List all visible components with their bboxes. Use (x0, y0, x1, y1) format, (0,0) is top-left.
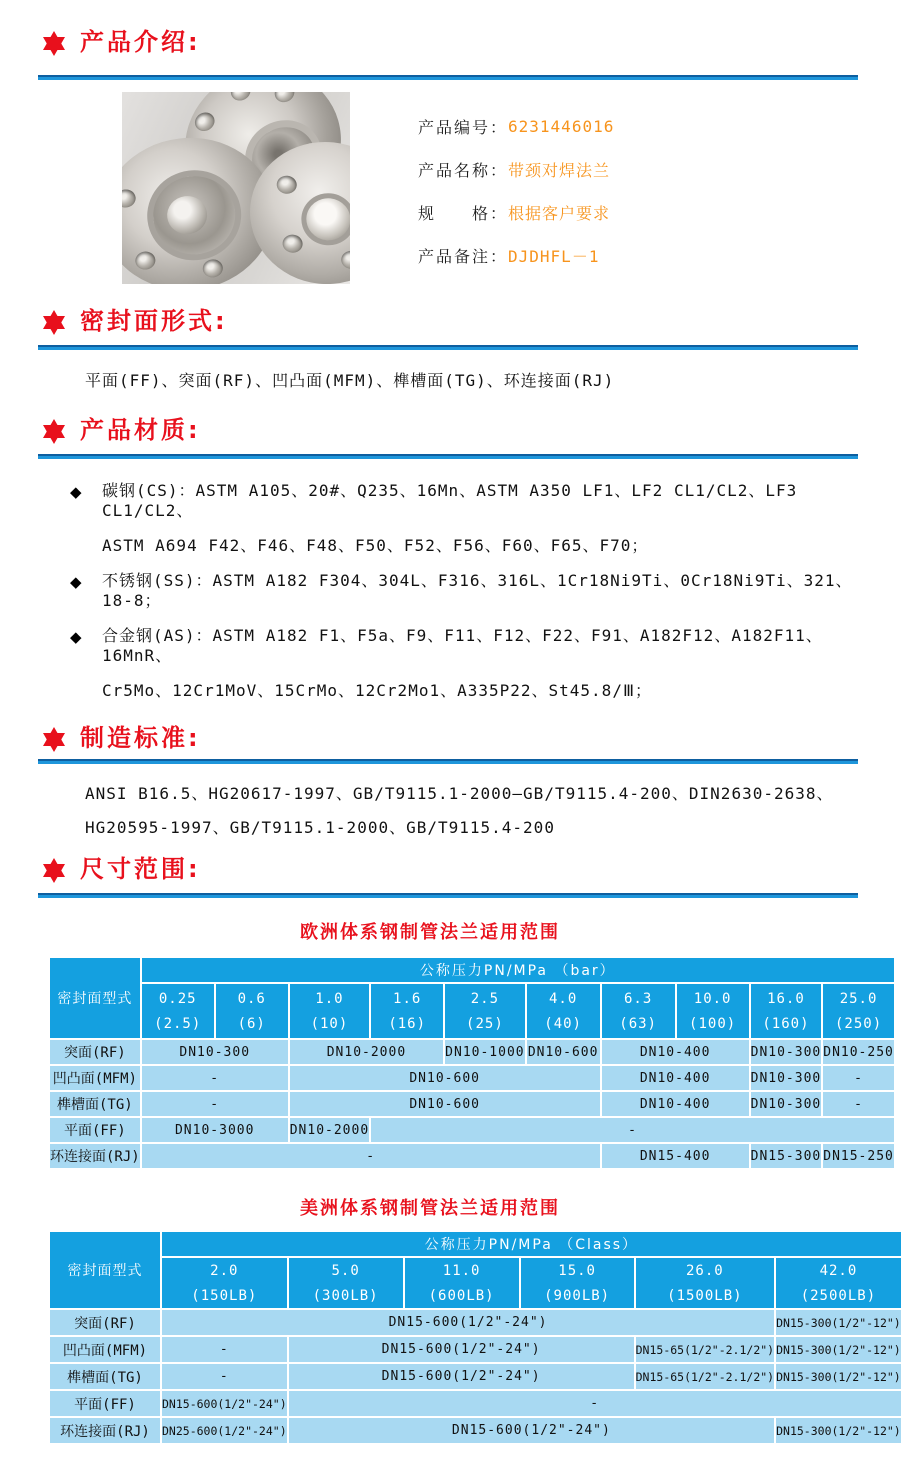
range-value-cell: - (371, 1118, 894, 1142)
range-value-cell: DN10-300 (751, 1066, 822, 1090)
material-item-line (70, 626, 869, 666)
range-table-row (50, 1040, 894, 1064)
range-value-cell: - (162, 1364, 287, 1389)
row-label-cell: 凹凸面(MFM) (50, 1337, 160, 1362)
range-value-cell: DN15-250 (823, 1144, 894, 1168)
product-info-panel (418, 92, 614, 290)
pressure-column-cell: 4.0 (40) (527, 984, 600, 1038)
range-table-row (50, 1364, 901, 1389)
row-label-cell: 突面(RF) (50, 1310, 160, 1335)
range-value-cell: DN15-600(1/2"-24") (162, 1391, 287, 1416)
standards-list (85, 784, 869, 838)
pressure-column-cell: 0.6 (6) (216, 984, 288, 1038)
range-value-cell: - (162, 1337, 287, 1362)
range-value-cell: DN15-300(1/2"-12") (776, 1310, 901, 1335)
range-value-cell: DN10-250 (823, 1040, 894, 1064)
sealing-forms-text: 平面(FF)、突面(RF)、凹凸面(MFM)、榫槽面(TG)、环连接面(RJ) (85, 371, 615, 390)
range-value-cell: DN10-300 (751, 1092, 822, 1116)
pressure-header-cell: 公称压力PN/MPa （Class） (162, 1232, 901, 1256)
range-table-row (50, 1337, 901, 1362)
product-photo (122, 92, 350, 284)
range-value-cell: DN15-65(1/2"-2.1/2") (636, 1364, 774, 1389)
pressure-column-cell: 15.0 (900LB) (521, 1258, 634, 1308)
product-field-label: 产品名称： (418, 161, 509, 180)
range-table-row (50, 1092, 894, 1116)
section-title: 尺寸范围: (80, 855, 201, 883)
diamond-bullet-icon: ◆ (70, 573, 83, 591)
range-value-cell: DN15-600(1/2"-24") (289, 1418, 774, 1443)
range-value-cell: DN15-300(1/2"-12") (776, 1418, 901, 1443)
material-text: 合金钢(AS)：ASTM A182 F1、F5a、F9、F11、F12、F22、F91、A182F12、A182F11、16MnR、 (102, 626, 823, 665)
range-value-cell: DN10-600 (290, 1092, 600, 1116)
red-star-icon (42, 415, 66, 445)
section-size-range-heading (42, 854, 909, 884)
range-value-cell: - (142, 1066, 288, 1090)
range-value-cell: DN15-400 (602, 1144, 749, 1168)
red-star-icon (42, 723, 66, 753)
sealing-face-corner-cell: 密封面型式 (50, 958, 140, 1038)
range-value-cell: DN10-2000 (290, 1118, 369, 1142)
pressure-column-cell: 10.0 (100) (677, 984, 749, 1038)
pressure-column-cell: 2.5 (25) (445, 984, 524, 1038)
europe-table-title: 欧洲体系钢制管法兰适用范围 (300, 922, 560, 943)
range-value-cell: - (823, 1092, 894, 1116)
product-field-value: 6231446016 (508, 117, 615, 136)
range-table-row (50, 1391, 901, 1416)
range-value-cell: - (823, 1066, 894, 1090)
range-value-cell: DN10-3000 (142, 1118, 288, 1142)
range-value-cell: DN10-1000 (445, 1040, 524, 1064)
range-value-cell: DN15-300 (751, 1144, 822, 1168)
section-title: 密封面形式: (80, 307, 228, 335)
range-value-cell: DN10-300 (142, 1040, 288, 1064)
range-value-cell: DN10-300 (751, 1040, 822, 1064)
range-table-row (50, 1144, 894, 1168)
range-value-cell: DN25-600(1/2"-24") (162, 1418, 287, 1443)
pressure-column-cell: 16.0 (160) (751, 984, 822, 1038)
range-value-cell: - (289, 1391, 901, 1416)
product-field-value: 根据客户要求 (508, 204, 611, 223)
section-title: 制造标准: (80, 724, 201, 752)
product-field-value: 带颈对焊法兰 (508, 161, 611, 180)
range-value-cell: DN15-65(1/2"-2.1/2") (636, 1337, 774, 1362)
pressure-column-cell: 26.0 (1500LB) (636, 1258, 774, 1308)
section-title: 产品介绍: (80, 28, 201, 56)
range-value-cell: DN10-2000 (290, 1040, 443, 1064)
row-label-cell: 凹凸面(MFM) (50, 1066, 140, 1090)
range-value-cell: DN10-400 (602, 1066, 749, 1090)
section-standards-heading (42, 723, 909, 753)
product-field (418, 247, 614, 264)
material-item-line (70, 481, 869, 521)
range-table-row (50, 1310, 901, 1335)
pressure-column-cell: 25.0 (250) (823, 984, 894, 1038)
pressure-column-cell: 1.0 (10) (290, 984, 369, 1038)
red-star-icon (42, 27, 66, 57)
range-value-cell: DN15-600(1/2"-24") (289, 1337, 634, 1362)
pressure-header-cell: 公称压力PN/MPa （bar） (142, 958, 894, 982)
section-divider-rule (38, 345, 858, 350)
row-label-cell: 平面(FF) (50, 1391, 160, 1416)
row-label-cell: 环连接面(RJ) (50, 1144, 140, 1168)
range-value-cell: DN15-600(1/2"-24") (289, 1364, 634, 1389)
row-label-cell: 突面(RF) (50, 1040, 140, 1064)
product-field (418, 161, 614, 178)
sealing-face-corner-cell: 密封面型式 (50, 1232, 160, 1308)
range-value-cell: DN10-400 (602, 1040, 749, 1064)
range-value-cell: DN10-400 (602, 1092, 749, 1116)
section-divider-rule (38, 893, 858, 898)
product-field-value: DJDHFL－1 (508, 247, 600, 266)
product-field (418, 204, 614, 221)
product-intro-block (122, 92, 909, 290)
materials-list (70, 481, 869, 701)
pressure-column-cell: 1.6 (16) (371, 984, 443, 1038)
section-divider-rule (38, 454, 858, 459)
red-star-icon (42, 854, 66, 884)
standards-line: HG20595-1997、GB/T9115.1-2000、GB/T9115.4-200 (85, 818, 555, 837)
red-star-icon (42, 306, 66, 336)
america-range-table-wrap (48, 1230, 909, 1445)
pressure-column-cell: 2.0 (150LB) (162, 1258, 287, 1308)
material-text: 不锈钢(SS)：ASTM A182 F304、304L、F316、316L、1Cr18Ni9Ti、0Cr18Ni9Ti、321、18-8； (102, 571, 853, 610)
diamond-bullet-icon: ◆ (70, 483, 83, 501)
row-label-cell: 环连接面(RJ) (50, 1418, 160, 1443)
row-label-cell: 平面(FF) (50, 1118, 140, 1142)
product-field-label: 产品备注： (418, 247, 509, 266)
section-divider-rule (38, 759, 858, 764)
material-item-line (70, 536, 869, 556)
product-field-label: 规 格： (418, 204, 509, 223)
section-divider-rule (38, 75, 858, 80)
america-range-table (48, 1230, 903, 1445)
range-value-cell: DN10-600 (290, 1066, 600, 1090)
range-value-cell: - (142, 1144, 600, 1168)
pressure-column-cell: 0.25 (2.5) (142, 984, 214, 1038)
pressure-column-cell: 11.0 (600LB) (405, 1258, 519, 1308)
section-sealing-heading (42, 306, 909, 336)
material-item-line (70, 681, 869, 701)
pressure-column-cell: 42.0 (2500LB) (776, 1258, 901, 1308)
section-intro-heading (42, 0, 909, 66)
range-value-cell: DN15-300(1/2"-12") (776, 1337, 901, 1362)
range-value-cell: - (142, 1092, 288, 1116)
row-label-cell: 榫槽面(TG) (50, 1364, 160, 1389)
pressure-column-cell: 6.3 (63) (602, 984, 675, 1038)
range-table-row (50, 1066, 894, 1090)
section-materials-heading (42, 415, 909, 445)
material-item-line (70, 571, 869, 611)
range-table-row (50, 1418, 901, 1443)
europe-range-table (48, 956, 896, 1170)
europe-range-table-wrap (48, 956, 909, 1170)
product-field-label: 产品编号： (418, 118, 509, 137)
product-field (418, 118, 614, 135)
range-table-row (50, 1118, 894, 1142)
range-value-cell: DN10-600 (527, 1040, 600, 1064)
material-text: ASTM A694 F42、F46、F48、F50、F52、F56、F60、F65、F70； (102, 536, 649, 555)
pressure-column-cell: 5.0 (300LB) (289, 1258, 403, 1308)
row-label-cell: 榫槽面(TG) (50, 1092, 140, 1116)
range-value-cell: DN15-600(1/2"-24") (162, 1310, 774, 1335)
america-table-title: 美洲体系钢制管法兰适用范围 (300, 1198, 560, 1219)
section-title: 产品材质: (80, 416, 201, 444)
material-text: 碳钢(CS)：ASTM A105、20#、Q235、16Mn、ASTM A350 LF1、LF2 CL1/CL2、LF3 CL1/CL2、 (102, 481, 798, 520)
material-text: Cr5Mo、12Cr1MoV、15CrMo、12Cr2Mo1、A335P22、St45.8/Ⅲ； (102, 681, 652, 700)
diamond-bullet-icon: ◆ (70, 628, 83, 646)
standards-line: ANSI B16.5、HG20617-1997、GB/T9115.1-2000—GB/T9115.4-200、DIN2630-2638、 (85, 784, 834, 803)
range-value-cell: DN15-300(1/2"-12") (776, 1364, 901, 1389)
